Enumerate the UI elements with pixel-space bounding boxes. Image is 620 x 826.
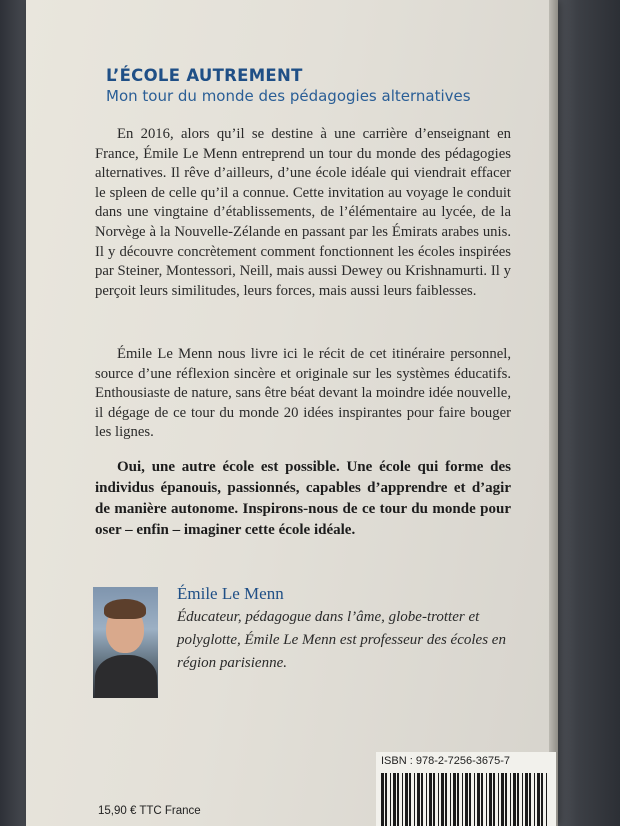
book-subtitle: Mon tour du monde des pédagogies alternatives — [106, 87, 471, 105]
isbn-label: ISBN : 978-2-7256-3675-7 — [381, 755, 511, 767]
blurb-paragraph-1: En 2016, alors qu’il se destine à une carrière d’enseignant en France, Émile Le Menn entreprend un tour du monde des pédagogies alternatives. Il rêve d’ailleurs, d’une école idéale qui viendrait effacer le spleen de celle qu’il a connue. Cette invitation au voyage le conduit dans une vingtaine d’établissements, de l’élémentaire au lycée, de la Norvège à la Nouvelle-Zélande en passant par les Émirats arabes unis. Il y découvre concrètement comment fonctionnent les écoles inspirées par Steiner, Montessori, Neill, mais aussi Dewey ou Krishnamurti. Il y perçoit leurs similitudes, leurs forces, mais aussi leurs faiblesses. — [95, 126, 511, 299]
price-label: 15,90 € TTC France — [98, 805, 201, 817]
blurb-paragraph-2: Émile Le Menn nous livre ici le récit de cet itinéraire personnel, source d’une réflexion sincère et originale sur les systèmes éducatifs. Enthousiaste de nature, sans être béat devant la moindre idée nouvelle, il dégage de ce tour du monde 20 idées inspirantes pour faire bouger les lignes. — [95, 346, 511, 441]
author-name: Émile Le Menn — [177, 584, 284, 603]
background-surface — [550, 0, 620, 826]
barcode — [381, 773, 551, 826]
blurb-paragraph-3: Oui, une autre école est possible. Une école qui forme des individus épanouis, passionnés, capables d’apprendre et d’agir de manière autonome. Inspirons-nous de ce tour du monde pour oser – enfin – imaginer cette école idéale. — [95, 459, 511, 538]
author-photo — [93, 587, 158, 698]
book-edge — [549, 0, 558, 826]
book-title: L’ÉCOLE AUTREMENT — [106, 66, 303, 85]
author-bio: Éducateur, pédagogue dans l’âme, globe-trotter et polyglotte, Émile Le Menn est professeur des écoles en région parisienne. — [177, 609, 506, 671]
